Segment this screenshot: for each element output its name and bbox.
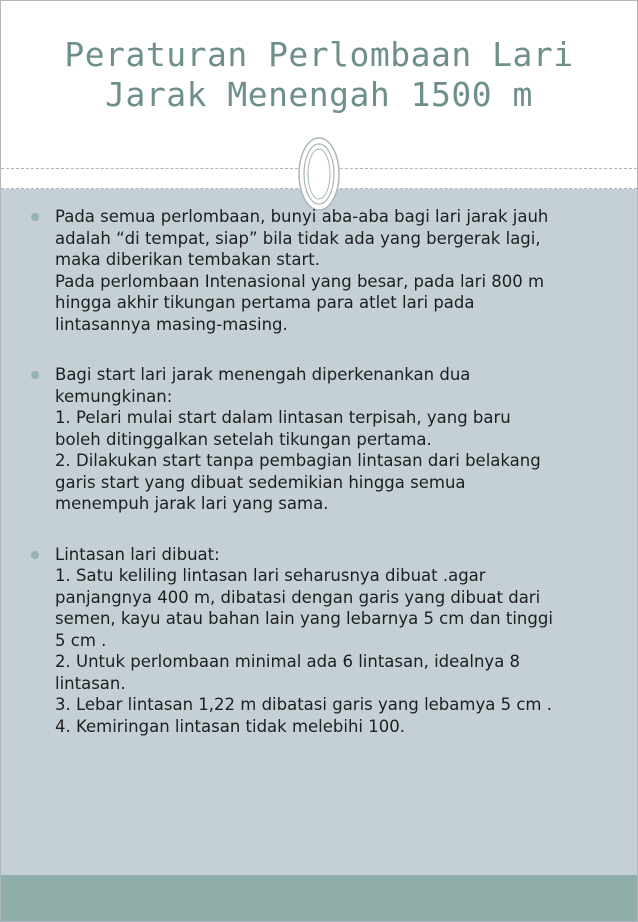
bullet-text-line: Bagi start lari jarak menengah diperkenankan dua	[55, 365, 471, 384]
bullet-text-line: panjangnya 400 m, dibatasi dengan garis yang dibuat dari	[55, 587, 541, 607]
bullet-text-line: garis start yang dibuat sedemikian hingga semua	[55, 472, 466, 492]
slide-title	[1, 35, 637, 115]
bullet-icon	[31, 371, 39, 379]
bullet-text-line: 5 cm .	[55, 630, 107, 650]
bullet-text-line: adalah “di tempat, siap” bila tidak ada yang bergerak lagi,	[55, 228, 541, 248]
bullet-text-line: 2. Untuk perlombaan minimal ada 6 lintasan, idealnya 8	[55, 652, 521, 671]
footer-band	[1, 875, 637, 921]
bullet-text-line: kemungkinan:	[55, 386, 173, 406]
bullet-text-line: maka diberikan tembakan start.	[55, 250, 320, 269]
bullet-text-line: lintasan.	[55, 673, 126, 693]
bullet-text-line: Pada perlombaan Intenasional yang besar, pada lari 800 m	[55, 271, 545, 291]
oval-ornament-icon	[296, 135, 342, 213]
bullet-text-line: 1. Pelari mulai start dalam lintasan terpisah, yang baru	[55, 408, 511, 427]
bullet-text-line: Lintasan lari dibuat:	[55, 544, 220, 564]
bullet-text-line: menempuh jarak lari yang sama.	[55, 494, 329, 513]
bullet-text-line: 1. Satu keliling lintasan lari seharusnya dibuat .agar	[55, 566, 486, 585]
bullet-text-line: 3. Lebar lintasan 1,22 m dibatasi garis yang lebamya 5 cm .	[55, 695, 552, 714]
list-item	[29, 364, 609, 515]
bullet-text-line: Pada semua perlombaan, bunyi aba-aba bagi lari jarak jauh	[55, 207, 549, 226]
bullet-icon	[31, 213, 39, 221]
bullet-text-line: lintasannya masing-masing.	[55, 314, 288, 334]
bullet-icon	[31, 551, 39, 559]
bullet-text-line: semen, kayu atau bahan lain yang lebarnya 5 cm dan tinggi	[55, 609, 553, 628]
list-item	[29, 206, 609, 335]
title-line-2: Jarak Menengah 1500 m	[105, 75, 533, 114]
bullet-list	[29, 206, 609, 766]
list-item	[29, 544, 609, 738]
bullet-text-line: boleh ditinggalkan setelah tikungan pertama.	[55, 429, 432, 449]
bullet-text-line: hingga akhir tikungan pertama para atlet lari pada	[55, 293, 475, 312]
bullet-text-line: 2. Dilakukan start tanpa pembagian lintasan dari belakang	[55, 451, 541, 470]
title-line-1: Peraturan Perlombaan Lari	[64, 35, 574, 74]
bullet-text-line: 4. Kemiringan lintasan tidak melebihi 100.	[55, 716, 406, 736]
